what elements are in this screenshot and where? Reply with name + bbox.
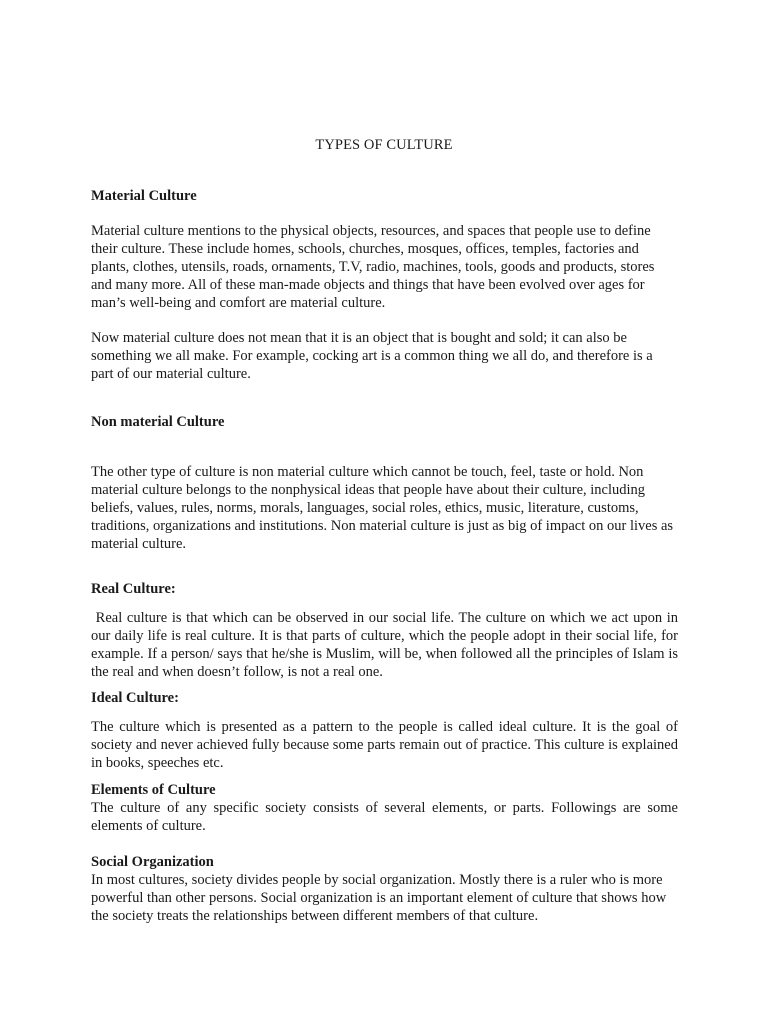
section-real-culture [91, 580, 678, 598]
section-non-material-culture-body [91, 463, 678, 553]
section-heading: Social Organization [91, 854, 214, 870]
document-title: TYPES OF CULTURE [315, 137, 453, 153]
paragraph: The culture of any specific society consists of several elements, or parts. Followings are some elements of culture. [91, 800, 678, 834]
section-non-material-culture [91, 413, 678, 431]
section-social-organization [91, 853, 678, 925]
section-heading: Non material Culture [91, 414, 225, 430]
paragraph: Real culture is that which can be observed in our social life. The culture on which we act upon in our daily life is real culture. It is that parts of culture, which the people adopt in their social life, for example. If a person/ says that he/she is Muslim, will be, when followed all the principles of Islam is the real and when doesn’t follow, is not a real one. [91, 610, 682, 680]
section-material-culture [91, 187, 678, 205]
section-material-culture-body-2 [91, 329, 678, 383]
section-elements-of-culture [91, 781, 678, 835]
paragraph: The culture which is presented as a pattern to the people is called ideal culture. It is the goal of society and never achieved fully because some parts remain out of practice. This culture is explained in books, speeches etc. [91, 719, 678, 771]
section-real-culture-body [91, 609, 682, 681]
section-heading: Ideal Culture: [91, 690, 179, 706]
paragraph: In most cultures, society divides people by social organization. Mostly there is a ruler who is more powerful than other persons. Social organization is an important element of culture that shows how the society treats the relationships between different members of that culture. [91, 872, 667, 924]
section-material-culture-body [91, 222, 678, 312]
section-heading: Real Culture: [91, 581, 176, 597]
section-heading: Material Culture [91, 188, 197, 204]
paragraph: Now material culture does not mean that it is an object that is bought and sold; it can also be something we all make. For example, cocking art is a common thing we all do, and therefore is a part of our material culture. [91, 330, 653, 382]
paragraph: The other type of culture is non material culture which cannot be touch, feel, taste or hold. Non material culture belongs to the nonphysical ideas that people have about their culture, including beliefs, values, rules, norms, morals, languages, social roles, ethics, music, literature, customs, traditions, organizations and institutions. Non material culture is just as big of impact on our lives as material culture. [91, 464, 674, 552]
section-ideal-culture [91, 689, 678, 707]
section-heading: Elements of Culture [91, 782, 216, 798]
section-ideal-culture-body [91, 718, 678, 772]
paragraph: Material culture mentions to the physical objects, resources, and spaces that people use to define their culture. These include homes, schools, churches, mosques, offices, temples, factories and plants, clothes, utensils, roads, ornaments, T.V, radio, machines, tools, goods and products, stores and many more. All of these man-made objects and things that have been evolved over ages for man’s well-being and comfort are material culture. [91, 223, 655, 311]
